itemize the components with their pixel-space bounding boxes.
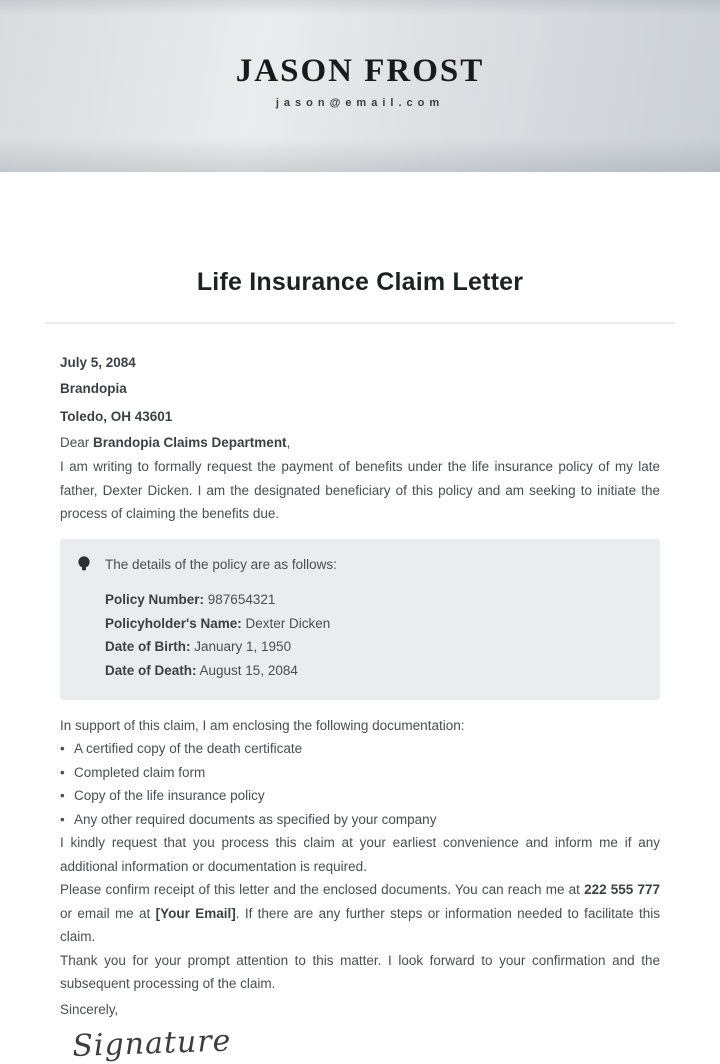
callout-heading: The details of the policy are as follows: (105, 556, 337, 572)
signature-script: Signature (71, 1023, 232, 1064)
callout-rows (77, 588, 644, 683)
list-item (60, 808, 660, 832)
policy-number-label: Policy Number: (105, 592, 205, 607)
request-paragraph: I kindly request that you process this claim at your earliest convenience and inform me if any additional information or documentation is required. (60, 835, 660, 874)
recipient-company: Brandopia (60, 380, 127, 396)
bullet-icon: • (60, 788, 65, 804)
enclosure-intro: In support of this claim, I am enclosing the following documentation: (60, 717, 465, 733)
salutation-prefix: Dear (60, 434, 94, 450)
signoff: Sincerely, (60, 1001, 119, 1017)
salutation (60, 430, 660, 456)
date-of-birth-label: Date of Birth: (105, 639, 191, 655)
policyholder-name-value: Dexter Dicken (241, 615, 331, 631)
sender-name: JASON FROST (235, 53, 485, 89)
letterhead (0, 0, 720, 172)
recipient-city: Toledo, OH 43601 (60, 409, 173, 424)
policy-details-callout (60, 539, 660, 700)
page-title: Life Insurance Claim Letter (196, 268, 524, 296)
enclosure-item-text: A certified copy of the death certificate (74, 741, 303, 757)
bullet-icon: • (60, 741, 65, 757)
letter-content (0, 324, 720, 1064)
lightbulb-icon (77, 556, 91, 581)
date-of-death-row (105, 659, 644, 683)
date-of-death-value: August 15, 2084 (196, 663, 298, 679)
enclosure-item-text: Copy of the life insurance policy (74, 788, 265, 804)
salutation-name: Brandopia Claims Department (93, 434, 287, 450)
list-item (60, 737, 660, 761)
contact-text-1: Please confirm receipt of this letter and the enclosed documents. You can reach me at (60, 882, 585, 898)
list-item (60, 784, 660, 808)
bullet-icon: • (60, 811, 65, 827)
sender-email: jason@email.com (275, 97, 445, 109)
policy-number-value: 987654321 (204, 592, 276, 607)
date-of-birth-value: January 1, 1950 (190, 639, 292, 655)
contact-phone: 222 555 777 (584, 882, 660, 898)
enclosure-item-text: Completed claim form (74, 764, 206, 780)
policyholder-name-label: Policyholder's Name: (105, 615, 242, 631)
bullet-icon: • (60, 764, 65, 780)
intro-paragraph: I am writing to formally request the payment of benefits under the life insurance policy of my late father, Dexter Dicken. I am the designated beneficiary of this policy and am seeking to initiate the process of claiming the benefits due. (60, 459, 660, 521)
letter-date: July 5, 2084 (60, 355, 136, 370)
date-of-death-label: Date of Death: (105, 663, 197, 679)
contact-text-2: or email me at (60, 905, 156, 921)
contact-email-placeholder: [Your Email] (155, 905, 236, 921)
policy-number-row (105, 588, 644, 612)
contact-text-3: . If there are any further steps or information needed to facilitate this claim. (60, 905, 661, 945)
list-item (60, 761, 660, 785)
contact-paragraph (60, 878, 660, 949)
enclosure-item-text: Any other required documents as specified by your company (74, 811, 437, 827)
date-of-birth-row (105, 635, 644, 659)
salutation-suffix: , (286, 434, 291, 450)
callout-heading-row (77, 553, 644, 581)
closing-paragraph: Thank you for your prompt attention to this matter. I look forward to your confirmation and the subsequent processing of the claim. (60, 952, 660, 992)
policyholder-name-row (105, 612, 644, 636)
enclosure-list (60, 737, 660, 831)
